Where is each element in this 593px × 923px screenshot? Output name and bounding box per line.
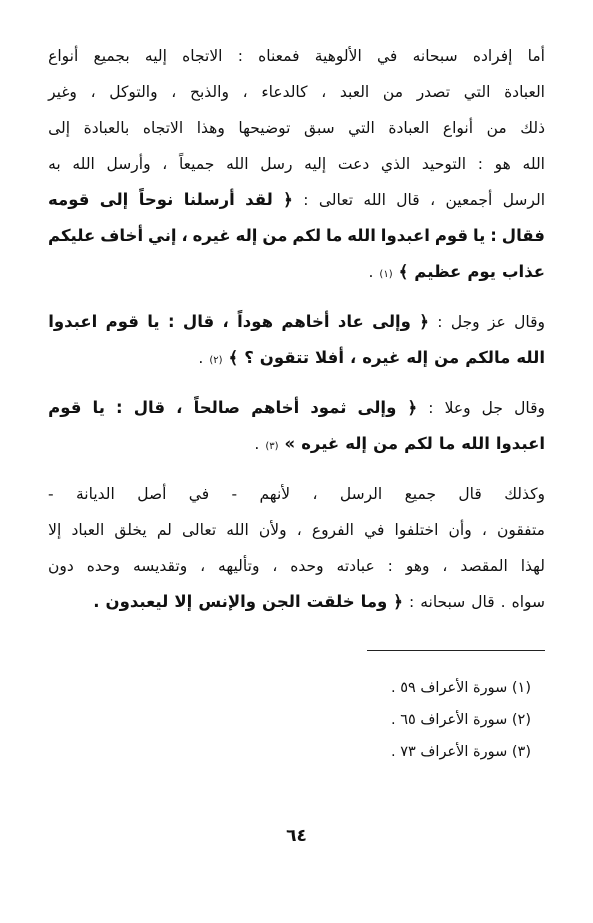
paragraph-gap <box>48 376 545 390</box>
text-line: سواه . قال سبحانه : ﴿ وما خلقت الجن والإنس إلا ليعبدون . <box>93 592 545 611</box>
paragraph-gap <box>48 462 545 476</box>
text-line: لهذا المقصد ، وهو : عبادته وحده ، وتأليهه ، وتقديسه وحده دون <box>48 557 545 575</box>
page-body <box>48 38 545 620</box>
paragraph-gap <box>48 290 545 304</box>
paragraph <box>48 38 545 290</box>
footnotes <box>391 672 531 768</box>
text-line: ذلك من أنواع العبادة التي سبق توضيحها وهذا الاتجاه بالعبادة إلى <box>48 119 545 137</box>
text-line: الرسل أجمعين ، قال الله تعالى : ﴿ لقد أرسلنا نوحاً إلى قومه <box>48 190 545 209</box>
text-line: وقال جل وعلا : ﴿ وإلى ثمود أخاهم صالحاً ، قال : يا قوم <box>48 398 545 417</box>
text-line: اعبدوا الله ما لكم من إله غيره » (٣) . <box>254 434 545 453</box>
text-line: وكذلك قال جميع الرسل ، لأنهم - في أصل الديانة - <box>48 485 545 503</box>
text-line: أما إفراده سبحانه في الألوهية فمعناه : الاتجاه إليه بجميع أنواع <box>48 47 545 65</box>
text-line: عذاب يوم عظيم ﴾ (١) . <box>368 262 545 281</box>
paragraph <box>48 476 545 620</box>
text-line: الله مالكم من إله غيره ، أفلا تتقون ؟ ﴾ (٢) . <box>198 348 545 367</box>
text-line: وقال عز وجل : ﴿ وإلى عاد أخاهم هوداً ، قال : يا قوم اعبدوا <box>48 312 545 331</box>
paragraph <box>48 304 545 376</box>
page-number: ٦٤ <box>286 826 307 846</box>
text-line: العبادة التي تصدر من العبد ، كالدعاء ، والذبح ، والتوكل ، وغير <box>48 83 545 101</box>
footnote-divider <box>367 650 545 651</box>
footnote-3: (٣) سورة الأعراف ٧٣ . <box>391 744 531 760</box>
footnote-1: (١) سورة الأعراف ٥٩ . <box>391 680 531 696</box>
paragraph <box>48 390 545 462</box>
text-line: فقال : يا قوم اعبدوا الله ما لكم من إله غيره ، إني أخاف عليكم <box>48 226 545 245</box>
footnote-2: (٢) سورة الأعراف ٦٥ . <box>391 712 531 728</box>
text-line: متفقون ، وأن اختلفوا في الفروع ، ولأن الله تعالى لم يخلق العباد إلا <box>48 521 545 539</box>
text-line: الله هو : التوحيد الذي دعت إليه رسل الله جميعاً ، وأرسل الله به <box>48 155 545 173</box>
